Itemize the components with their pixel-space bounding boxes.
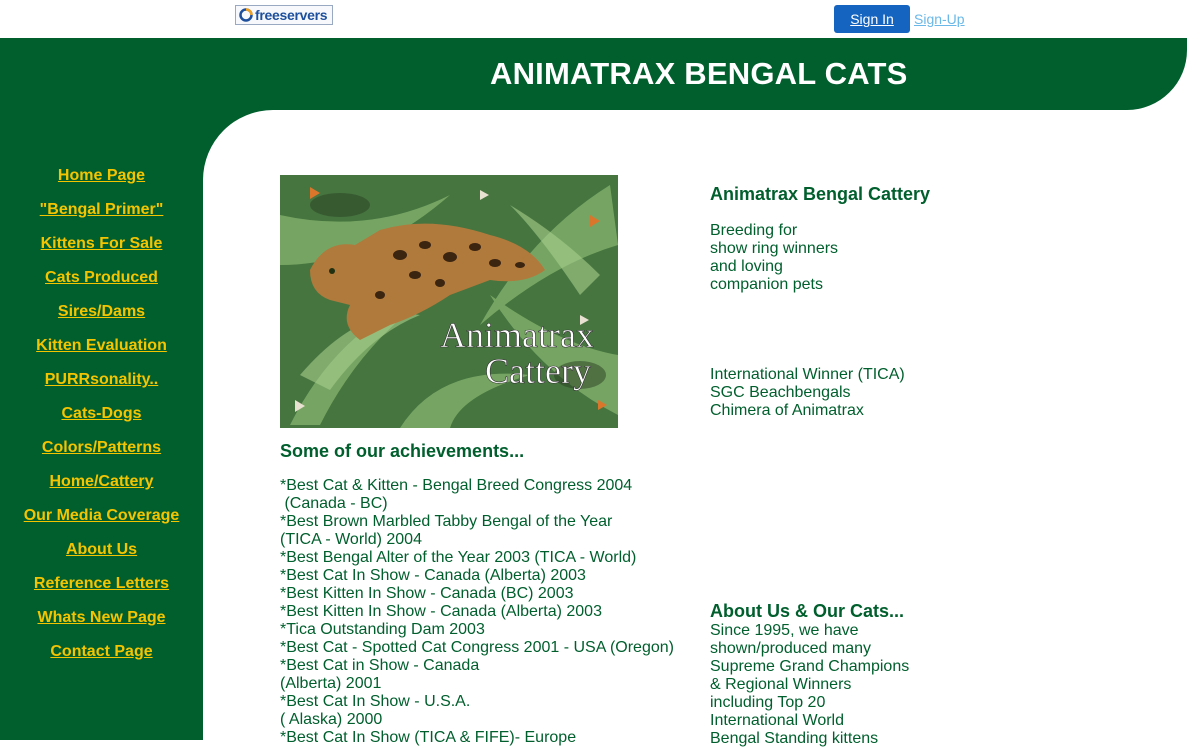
nav-colors-patterns[interactable]: Colors/Patterns: [41, 439, 162, 456]
sidebar-nav: [0, 168, 203, 678]
about-line: including Top 20: [710, 694, 826, 711]
about-line: Since 1995, we have: [710, 622, 859, 639]
achievement-line: (Canada - BC): [280, 495, 388, 512]
breeding-line: and loving: [710, 258, 783, 275]
winner-line: Chimera of Animatrax: [710, 402, 864, 419]
header-band: [0, 38, 1187, 110]
nav-kitten-evaluation[interactable]: Kitten Evaluation: [36, 337, 167, 354]
achievement-line: *Best Kitten In Show - Canada (BC) 2003: [280, 585, 574, 602]
breeding-line: Breeding for: [710, 222, 798, 239]
sign-up-link[interactable]: Sign-Up: [914, 11, 965, 27]
top-bar: [0, 0, 1200, 38]
achievement-line: *Best Cat In Show (TICA & FIFE)- Europe: [280, 729, 577, 746]
achievement-line: *Best Cat & Kitten - Bengal Breed Congress 2004: [280, 477, 633, 494]
breeding-text: [710, 222, 1010, 294]
cattery-banner-art: [280, 175, 618, 428]
nav-purrsonality[interactable]: PURRsonality..: [44, 371, 159, 388]
breeding-line: companion pets: [710, 276, 823, 293]
nav-contact-page[interactable]: Contact Page: [50, 643, 153, 660]
achievement-line: *Best Cat in Show - Canada: [280, 657, 480, 674]
freeservers-logo[interactable]: [235, 5, 333, 25]
nav-kittens-for-sale[interactable]: Kittens For Sale: [40, 235, 163, 252]
nav-cats-dogs[interactable]: Cats-Dogs: [61, 405, 142, 422]
banner-caption-line1: Animatrax: [440, 315, 594, 355]
about-line: Supreme Grand Champions: [710, 658, 910, 675]
achievement-line: ( Alaska) 2000: [280, 711, 383, 728]
sign-in-button[interactable]: Sign In: [834, 5, 910, 33]
logo-text: freeservers: [255, 7, 328, 23]
nav-reference-letters[interactable]: Reference Letters: [33, 575, 170, 592]
achievement-line: *Best Cat In Show - Canada (Alberta) 2003: [280, 567, 586, 584]
freeservers-logo-icon: [239, 8, 253, 22]
nav-bengal-primer[interactable]: "Bengal Primer": [39, 201, 164, 218]
winner-line: International Winner (TICA): [710, 366, 905, 383]
content-corner: [203, 110, 273, 180]
achievement-line: *Best Brown Marbled Tabby Bengal of the Year: [280, 513, 613, 530]
nav-sires-dams[interactable]: Sires/Dams: [57, 303, 146, 320]
about-line: International World: [710, 712, 844, 729]
nav-cats-produced[interactable]: Cats Produced: [45, 269, 158, 286]
achievement-line: *Best Cat In Show - U.S.A.: [280, 693, 471, 710]
nav-home-cattery[interactable]: Home/Cattery: [49, 473, 154, 490]
winners-text: [710, 366, 1010, 420]
achievements-list: [280, 477, 700, 747]
nav-whats-new[interactable]: Whats New Page: [37, 609, 166, 626]
banner-caption-line2: Cattery: [485, 351, 591, 391]
nav-media-coverage[interactable]: Our Media Coverage: [23, 507, 180, 524]
about-line: & Regional Winners: [710, 676, 852, 693]
nav-about-us[interactable]: About Us: [65, 541, 138, 558]
breeding-line: show ring winners: [710, 240, 839, 257]
achievement-line: (Alberta) 2001: [280, 675, 382, 692]
site-title: ANIMATRAX BENGAL CATS: [490, 56, 908, 91]
about-line: Bengal Standing kittens: [710, 730, 879, 747]
achievement-line: (TICA - World) 2004: [280, 531, 422, 548]
achievements-heading: Some of our achievements...: [280, 441, 525, 461]
achievement-line: *Best Cat - Spotted Cat Congress 2001 - USA (Oregon): [280, 639, 674, 656]
achievement-line: *Tica Outstanding Dam 2003: [280, 621, 485, 638]
about-text: [710, 622, 1010, 748]
about-line: shown/produced many: [710, 640, 871, 657]
sidebar: [0, 110, 203, 740]
achievement-line: *Best Bengal Alter of the Year 2003 (TICA - World): [280, 549, 637, 566]
achievement-line: *Best Kitten In Show - Canada (Alberta) 2003: [280, 603, 602, 620]
about-heading: About Us & Our Cats...: [710, 601, 905, 621]
nav-home-page[interactable]: Home Page: [57, 167, 146, 184]
cattery-heading: Animatrax Bengal Cattery: [710, 184, 931, 204]
winner-line: SGC Beachbengals: [710, 384, 851, 401]
cattery-banner-image: [280, 175, 618, 428]
